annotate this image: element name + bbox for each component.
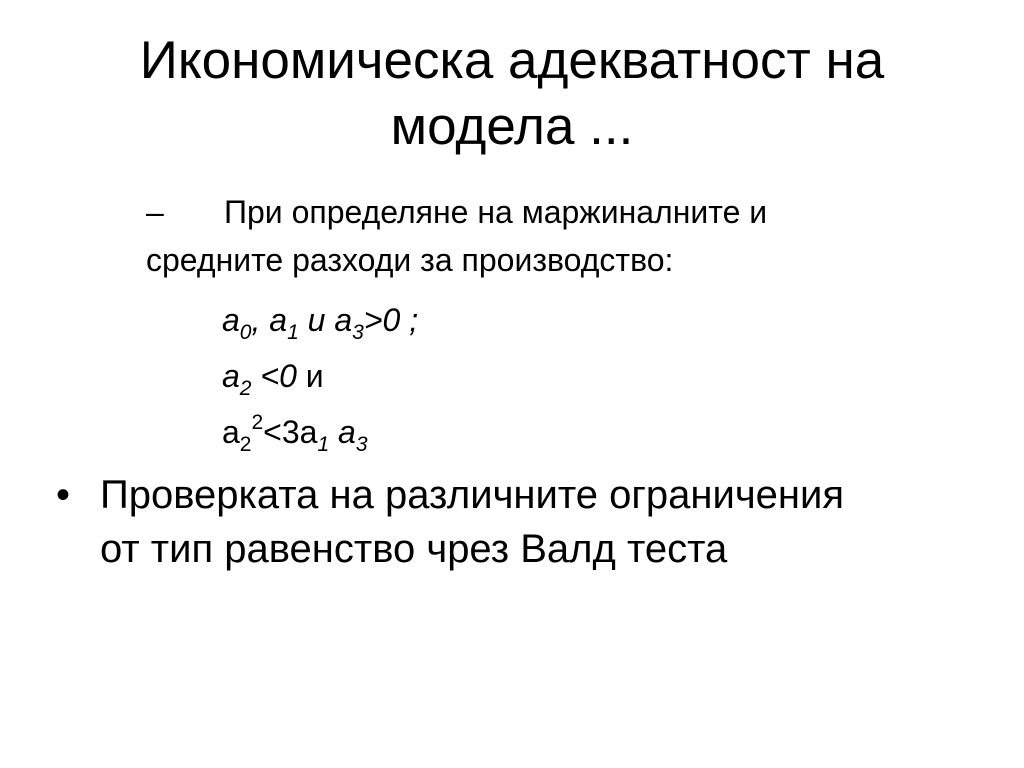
- formula-1-rest: >0 ;: [363, 302, 419, 338]
- sub-item-text-1: При определяне на маржиналните и: [224, 194, 768, 230]
- formula-2-conj: и: [296, 358, 324, 394]
- sub-item-line-2: средните разходи за производство:: [146, 242, 674, 278]
- formula-3-sub-2: 2: [239, 433, 252, 456]
- bullet-line-1: Проверката на различните ограничения: [100, 473, 845, 517]
- formula-1-a1: , a: [251, 302, 288, 338]
- formula-3-3a1: <3a: [263, 414, 318, 450]
- bullet-text: [100, 468, 980, 576]
- formula-1-sub-3: 3: [352, 321, 364, 344]
- formula-2-sub-2: 2: [239, 377, 252, 400]
- formula-3-a2: a: [222, 414, 240, 450]
- formula-3-a3: a: [329, 414, 356, 450]
- title-line-2: модела ...: [390, 97, 634, 156]
- slide-title: [60, 28, 964, 160]
- formula-1-sub-0: 0: [239, 321, 252, 344]
- formula-1-a0: a: [222, 302, 240, 338]
- title-line-1: Икономическа адекватност на: [139, 31, 885, 90]
- dash-marker: –: [146, 194, 164, 230]
- formula-3-sub-3: 3: [355, 433, 368, 456]
- sub-item-line-1: [146, 188, 966, 236]
- formula-3-sub-1: 1: [317, 433, 330, 456]
- formula-1: [222, 300, 419, 344]
- formula-1-a3: и a: [298, 302, 353, 338]
- formula-2: [222, 356, 324, 400]
- formula-2-ineq: <0: [251, 358, 297, 394]
- sub-item: [146, 188, 966, 284]
- formula-2-a2: a: [222, 358, 240, 394]
- bullet-marker: •: [56, 473, 71, 517]
- bullet-line-2: от тип равенство чрез Валд теста: [100, 527, 728, 571]
- formula-3-sup-2: 2: [251, 411, 264, 434]
- formula-1-sub-1: 1: [287, 321, 299, 344]
- formula-3: [222, 411, 368, 456]
